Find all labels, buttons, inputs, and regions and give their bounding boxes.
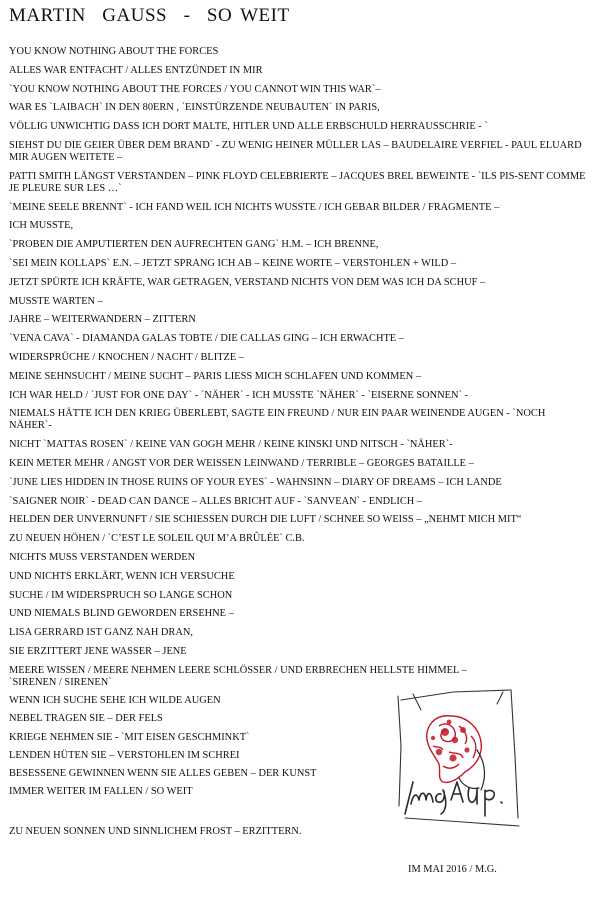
poem-line: SUCHE / IM WIDERSPRUCH SO LANGE SCHON bbox=[9, 589, 233, 601]
poem-line: `SEI MEIN KOLLAPS` E.N. – JETZT SPRANG ICH AB – KEINE WORTE – VERSTOHLEN + WILD – bbox=[9, 257, 457, 269]
poem-line: `MEINE SEELE BRENNT` - ICH FAND WEIL ICH NICHTS WUSSTE / ICH GEBAR BILDER / FRAGMENTE – bbox=[9, 201, 500, 213]
poem-line: JAHRE – WEITERWANDERN – ZITTERN bbox=[9, 314, 196, 326]
poem-line: `SIRENEN / SIRENEN` bbox=[9, 677, 112, 688]
poem-line: HELDEN DER UNVERNUNFT / SIE SCHIESSEN DURCH DIE LUFT / SCHNEE SO WEISS – „NEHMT MICH MIT“ bbox=[9, 514, 522, 526]
poem-line: LISA GERRARD IST GANZ NAH DRAN, bbox=[9, 627, 193, 639]
poem-line: MUSSTE WARTEN – bbox=[9, 295, 103, 307]
poem-line: PATTI SMITH LÄNGST VERSTANDEN – PINK FLOYD CELEBRIERTE – JACQUES BREL BEWEINTE - `ILS PIS-SENT COMME JE PLEURE SUR LES …` bbox=[9, 170, 586, 194]
poem-line: ALLES WAR ENTFACHT / ALLES ENTZÜNDET IN MIR bbox=[9, 64, 263, 76]
poem-line: SIE ERZITTERT JENE WASSER – JENE bbox=[9, 645, 187, 657]
stanza-one bbox=[9, 46, 587, 684]
poem-line: UND NICHTS ERKLÄRT, WENN ICH VERSUCHE bbox=[9, 570, 235, 582]
poem-line: WAR ES `LAIBACH` IN DEN 80ERN , `EINSTÜRZENDE NEUBAUTEN` IN PARIS, bbox=[9, 102, 380, 114]
poem-line: ICH MUSSTE, bbox=[9, 220, 74, 232]
poem-line: NICHT `MATTAS ROSEN` / KEINE VAN GOGH MEHR / KEINE KINSKI UND NITSCH - `NÄHER`- bbox=[9, 439, 453, 451]
poem-line: SIEHST DU DIE GEIER ÜBER DEM BRAND` - ZU WENIG HEINER MÜLLER LAS – BAUDELAIRE VERFIEL - PAUL ELUARD MIR AUGEN WEITETE – bbox=[9, 139, 582, 163]
poem-line: WENN ICH SUCHE SEHE ICH WILDE AUGEN bbox=[9, 695, 221, 707]
poem-line: LENDEN HÜTEN SIE – VERSTOHLEN IM SCHREI bbox=[9, 749, 240, 761]
poem-line: MEINE SEHNSUCHT / MEINE SUCHT – PARIS LIESS MICH SCHLAFEN UND KOMMEN – bbox=[9, 370, 422, 382]
poem-line: VÖLLIG UNWICHTIG DASS ICH DORT MALTE, HITLER UND ALLE ERBSCHULD HERRAUSSCHRIE - ` bbox=[9, 121, 488, 133]
poem-line: JETZT SPÜRTE ICH KRÄFTE, WAR GETRAGEN, VERSTAND NICHTS VON DEM WAS ICH DA SCHUF – bbox=[9, 276, 486, 288]
poem-line: YOU KNOW NOTHING ABOUT THE FORCES bbox=[9, 46, 219, 57]
poem-line: `JUNE LIES HIDDEN IN THOSE RUINS OF YOUR EYES` - WAHNSINN – DIARY OF DREAMS – ICH LANDE bbox=[9, 476, 502, 488]
date-signature: IM MAI 2016 / M.G. bbox=[408, 864, 497, 875]
poem-line: `YOU KNOW NOTHING ABOUT THE FORCES / YOU CANNOT WIN THIS WAR`– bbox=[9, 83, 381, 95]
poem-line: IMMER WEITER IM FALLEN / SO WEIT bbox=[9, 786, 193, 798]
poem-line: NICHTS MUSS VERSTANDEN WERDEN bbox=[9, 551, 196, 563]
stanza-two bbox=[9, 677, 389, 804]
poem-title: MARTIN GAUSS - SO WEIT bbox=[9, 5, 290, 26]
poem-line: MEERE WISSEN / MEERE NEHMEN LEERE SCHLÖSSER / UND ERBRECHEN HELLSTE HIMMEL – bbox=[9, 664, 467, 676]
poem-line: UND NIEMALS BLIND GEWORDEN ERSEHNE – bbox=[9, 608, 234, 620]
poem-line: `VENA CAVA` - DIAMANDA GALAS TOBTE / DIE CALLAS GING – ICH ERWACHTE – bbox=[9, 333, 404, 345]
poem-line: ICH WAR HELD / `JUST FOR ONE DAY` - `NÄHER` - ICH MUSSTE `NÄHER` - `EISERNE SONNEN` - bbox=[9, 389, 468, 401]
poem-line: BESESSENE GEWINNEN WENN SIE ALLES GEBEN – DER KUNST bbox=[9, 767, 317, 779]
poem-line: WIDERSPRÜCHE / KNOCHEN / NACHT / BLITZE – bbox=[9, 351, 245, 363]
poem-line: `SAIGNER NOIR` - DEAD CAN DANCE – ALLES BRICHT AUF - `SANVEAN` - ENDLICH – bbox=[9, 495, 423, 507]
poem-line: ZU NEUEN HÖHEN / `C’EST LE SOLEIL QUI M’A BRÛLÉE` C.B. bbox=[9, 533, 305, 545]
poem-line: KEIN METER MEHR / ANGST VOR DER WEISSEN LEINWAND / TERRIBLE – GEORGES BATAILLE – bbox=[9, 457, 474, 469]
signature-sketch-icon bbox=[393, 686, 533, 836]
poem-line: NEBEL TRAGEN SIE – DER FELS bbox=[9, 713, 163, 725]
poem-line: KRIEGE NEHMEN SIE - `MIT EISEN GESCHMINKT` bbox=[9, 731, 250, 743]
poem-line: `PROBEN DIE AMPUTIERTEN DEN AUFRECHTEN GANG` H.M. – ICH BRENNE, bbox=[9, 239, 379, 251]
poem-line: NIEMALS HÄTTE ICH DEN KRIEG ÜBERLEBT, SAGTE EIN FREUND / NUR EIN PAAR WEINENDE AUGEN - `NOCH NÄHER`- bbox=[9, 408, 546, 432]
closing-line: ZU NEUEN SONNEN UND SINNLICHEM FROST – ERZITTERN. bbox=[9, 826, 302, 837]
